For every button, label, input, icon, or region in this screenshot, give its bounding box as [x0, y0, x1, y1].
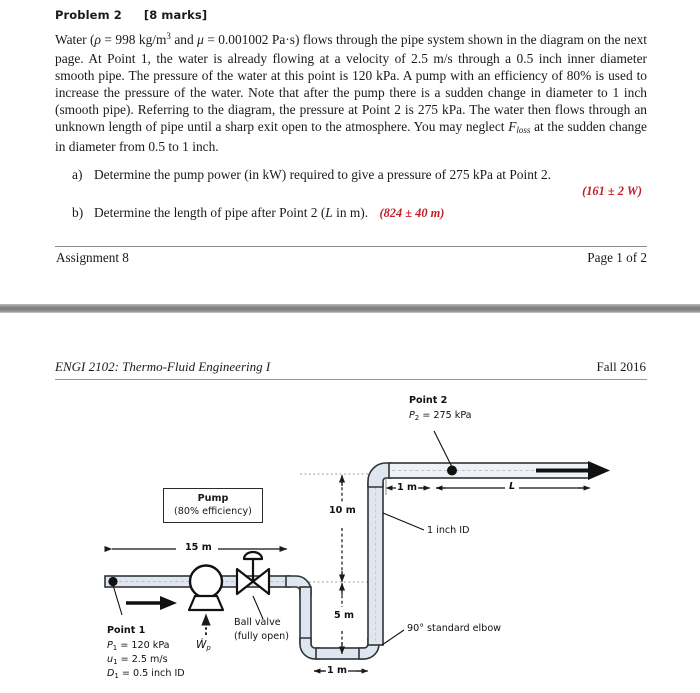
leader-elbow [382, 630, 404, 645]
point1-marker [108, 577, 117, 586]
diagram-sheet [0, 313, 700, 693]
dimension-label-1m-bottom: 1 m [327, 665, 348, 676]
question-b-answer: (824 ± 40 m) [379, 206, 445, 220]
leader-point2 [434, 431, 452, 467]
dimension-label-1m-top: 1 m [397, 482, 418, 493]
dimension-label-L: L [505, 481, 519, 494]
footer-assignment: Assignment 8 [56, 250, 129, 265]
pump-efficiency: (80% efficiency) [174, 506, 252, 517]
question-a-answer: (161 ± 2 W) [582, 184, 642, 198]
point1-diameter: $D_1 = 0.5$ inch ID [107, 668, 185, 680]
elbow-label: 90° standard elbow [407, 623, 502, 634]
pipe-vertical-riser [368, 483, 383, 645]
footer-rule [55, 246, 647, 247]
dimension-label-10m: 10 m [329, 505, 356, 516]
pump-symbol [189, 566, 223, 611]
question-item-b [72, 204, 650, 224]
question-a-label: a) [72, 167, 83, 182]
leader-point1 [113, 585, 122, 615]
question-item-a [72, 166, 650, 198]
scan-separator-bar [0, 304, 700, 313]
pipe-system-diagram [0, 383, 700, 693]
point2-pressure: $P_2 = 275$ kPa [409, 410, 472, 422]
pipe-system-svg [0, 383, 700, 693]
question-b-text: Determine the length of pipe after Point 2 (L in m). [94, 205, 369, 220]
pipe-bottom-horizontal [316, 648, 364, 659]
course-header: ENGI 2102: Thermo-Fluid Engineering I [55, 359, 271, 374]
leader-pipe-id [383, 513, 424, 530]
problem-marks: [8 marks] [143, 8, 208, 22]
problem-number: Problem 2 [55, 8, 122, 22]
question-a-text: Determine the pump power (in kW) required to give a pressure of 275 kPa at Point 2. [94, 167, 552, 182]
valve-state: (fully open) [234, 631, 289, 642]
pipe-id-label: 1 inch ID [427, 525, 470, 536]
header-rule [55, 379, 647, 380]
point2-title: Point 2 [409, 395, 448, 406]
pipe-vertical-left [300, 587, 311, 643]
question-b-label: b) [72, 205, 84, 220]
problem-statement-sheet [0, 0, 700, 292]
pump-work-label: $Ẇ_p$ [196, 639, 211, 652]
pump-callout-box [163, 488, 263, 523]
question-list [72, 166, 650, 224]
dimension-label-5m: 5 m [334, 610, 355, 621]
term-header: Fall 2016 [596, 359, 646, 374]
point1-pressure: $P_1 = 120$ kPa [107, 640, 170, 652]
valve-title: Ball valve [234, 617, 281, 628]
problem-paragraph: Water (ρ = 998 $kg/m^3$ and μ = 0.001002 Pa·s) flows through the pipe system shown in the diagram on the next page. At Point 1, the water is already flowing at a velocity of 2.5 m/s through a 0.5 inch inner diameter smooth pipe. The pressure of the water at this point is 120 kPa. A pump with an efficiency of 80% is used to increase the pressure of the water. Note that after the pump there is a sudden change in diameter to 1 inch (smooth pipe). Referring to the diagram, the pressure at Point 2 is 275 kPa. The water then flows through an unknown length of pipe until a sharp exit open to the atmosphere. You may neglect $F_{loss}$ at the sudden change in diameter from 0.5 to 1 inch. [55, 31, 648, 154]
leader-valve [253, 596, 263, 619]
point1-velocity: $u_1 = 2.5$ m/s [107, 654, 168, 666]
pump-title: Pump [197, 493, 229, 504]
point1-title: Point 1 [107, 625, 146, 636]
dimension-label-15m: 15 m [181, 542, 216, 555]
problem-heading [55, 8, 207, 22]
inlet-flow-arrow [126, 596, 177, 610]
footer-page-number: Page 1 of 2 [587, 250, 647, 265]
